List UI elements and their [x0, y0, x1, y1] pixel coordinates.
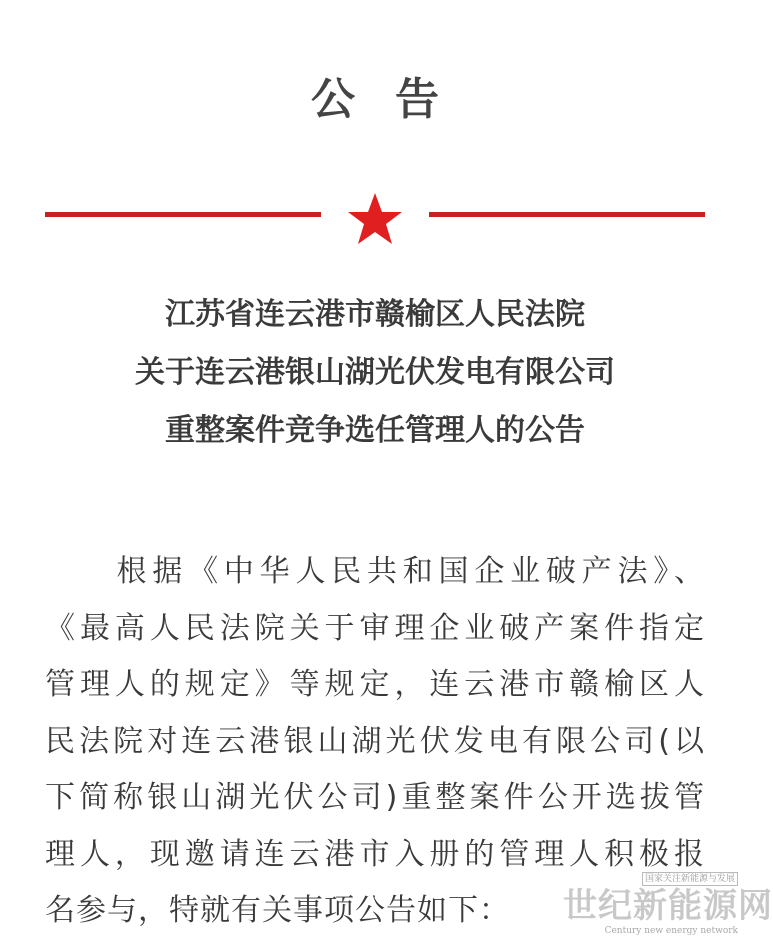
watermark [563, 866, 773, 936]
document-subtitle [0, 286, 750, 460]
watermark-subtext: Century new energy network [604, 926, 738, 936]
body-line: 名参与，特就有关事项公告如下： [45, 893, 510, 928]
subtitle-line: 重整案件竞争选任管理人的公告 [165, 413, 585, 448]
body-line: 理人，现邀请连云港市入册的管理人积极报 [45, 836, 705, 872]
subtitle-line: 关于连云港银山湖光伏发电有限公司 [135, 355, 615, 390]
title-divider [45, 203, 705, 227]
watermark-logo-text: 世纪新能源网 [563, 886, 773, 926]
red-star-icon [345, 191, 405, 247]
subtitle-line: 江苏省连云港市赣榆区人民法院 [165, 297, 585, 332]
body-line: 《最高人民法院关于审理企业破产案件指定 [45, 610, 705, 646]
body-line: 根据《中华人民共和国企业破产法》、 [45, 554, 705, 589]
divider-line-left [45, 212, 321, 217]
watermark-tag: 国家关注新能源与发展 [642, 872, 738, 886]
body-line: 民法院对连云港银山湖光伏发电有限公司(以 [45, 723, 705, 759]
document-title: 公告 [311, 74, 479, 125]
divider-line-right [429, 212, 705, 217]
body-line: 管理人的规定》等规定，连云港市赣榆区人 [45, 667, 705, 702]
body-line: 下简称银山湖光伏公司)重整案件公开选拔管 [45, 780, 705, 815]
